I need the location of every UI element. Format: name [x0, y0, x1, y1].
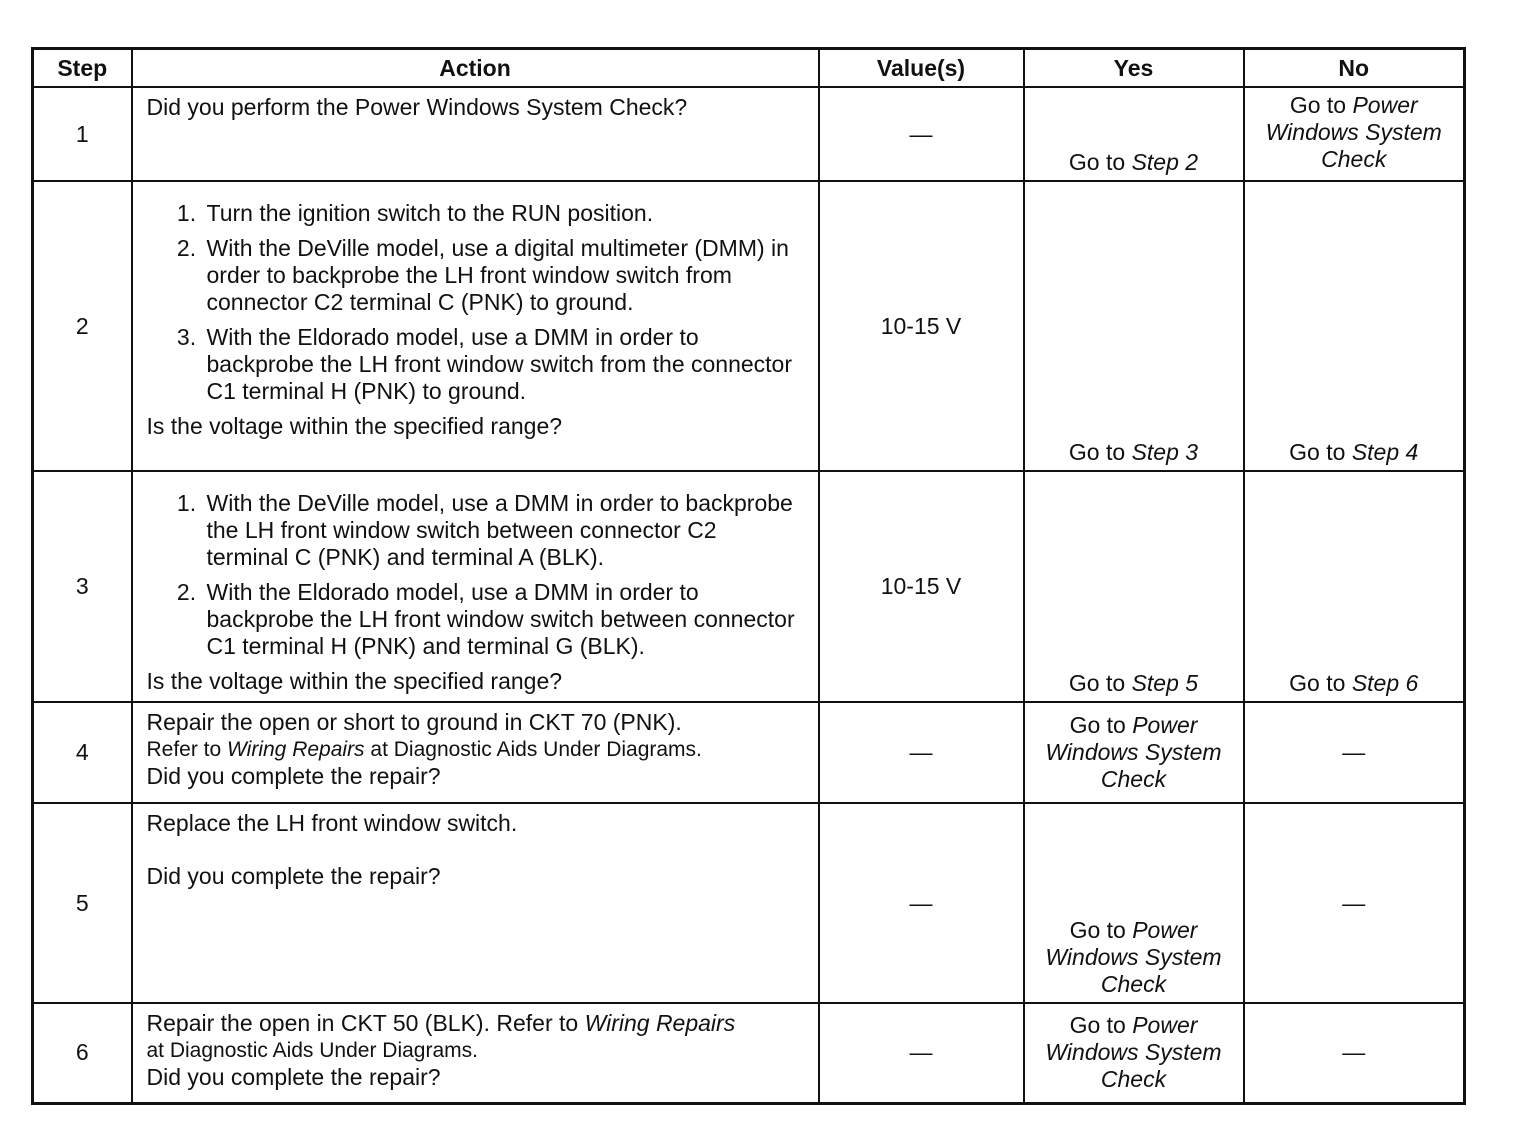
yes-cell	[1024, 181, 1244, 471]
substep-list	[147, 490, 804, 660]
yes-cell	[1024, 1003, 1244, 1103]
no-link: Step 4	[1351, 439, 1419, 465]
yes-prefix: Go to	[1069, 917, 1126, 943]
no-link: Power Windows System Check	[1265, 92, 1442, 172]
no-cell: —	[1244, 1003, 1465, 1103]
table-row	[33, 181, 1465, 471]
step-number: 3	[33, 471, 132, 702]
no-cell: —	[1244, 803, 1465, 1003]
substep-item: 1. Turn the ignition switch to the RUN position.	[203, 200, 804, 227]
action-ref-tail: at Diagnostic Aids Under Diagrams.	[146, 1039, 478, 1062]
table-row	[33, 471, 1465, 702]
action-ref-tail: at Diagnostic Aids Under Diagrams.	[370, 738, 702, 761]
action-cell	[132, 471, 819, 702]
yes-link: Step 2	[1131, 149, 1199, 175]
action-text: Repair the open in CKT 50 (BLK). Refer to	[146, 1010, 579, 1036]
header-no: No	[1244, 49, 1465, 88]
header-action: Action	[132, 49, 819, 88]
action-question: Did you complete the repair?	[146, 763, 441, 789]
no-prefix: Go to	[1289, 92, 1347, 118]
yes-prefix: Go to	[1069, 712, 1126, 738]
no-prefix: Go to	[1289, 439, 1346, 465]
action-text: Did you perform the Power Windows System Check?	[146, 94, 688, 120]
no-cell	[1244, 181, 1465, 471]
action-text: Replace the LH front window switch.	[146, 810, 518, 836]
yes-cell	[1024, 702, 1244, 803]
substep-item: 3. With the Eldorado model, use a DMM in order to backprobe the LH front window switch from the connector C1 terminal H (PNK) to ground.	[203, 324, 804, 405]
wiring-repairs-link: Wiring Repairs	[584, 1010, 736, 1036]
header-step: Step	[33, 49, 132, 88]
action-question: Is the voltage within the specified range?	[146, 413, 563, 439]
table-row	[33, 87, 1465, 181]
table-row	[33, 803, 1465, 1003]
value-cell: —	[819, 1003, 1024, 1103]
substep-list	[147, 200, 804, 405]
value-cell: —	[819, 803, 1024, 1003]
table-row	[33, 702, 1465, 803]
header-yes: Yes	[1024, 49, 1244, 88]
yes-prefix: Go to	[1068, 149, 1126, 175]
value-cell: —	[819, 87, 1024, 181]
step-number: 6	[33, 1003, 132, 1103]
step-number: 4	[33, 702, 132, 803]
no-prefix: Go to	[1289, 670, 1346, 696]
table-row	[33, 1003, 1465, 1103]
yes-cell	[1024, 803, 1244, 1003]
yes-link: Step 3	[1131, 439, 1199, 465]
yes-cell	[1024, 471, 1244, 702]
action-text: Repair the open or short to ground in CKT 70 (PNK).	[146, 709, 682, 735]
value-cell: 10-15 V	[819, 181, 1024, 471]
yes-link: Power Windows System Check	[1045, 712, 1222, 792]
yes-cell	[1024, 87, 1244, 181]
no-link: Step 6	[1351, 670, 1419, 696]
no-cell: —	[1244, 702, 1465, 803]
action-cell	[132, 1003, 819, 1103]
no-cell	[1244, 87, 1465, 181]
action-question: Did you complete the repair?	[146, 863, 441, 889]
value-cell: 10-15 V	[819, 471, 1024, 702]
step-number: 1	[33, 87, 132, 181]
action-cell	[132, 87, 819, 181]
yes-prefix: Go to	[1068, 439, 1126, 465]
step-number: 2	[33, 181, 132, 471]
yes-link: Power Windows System Check	[1045, 1012, 1222, 1093]
yes-link: Step 5	[1131, 670, 1199, 696]
substep-item: 2. With the DeVille model, use a digital multimeter (DMM) in order to backprobe the LH front window switch from connector C2 terminal C (PNK) to ground.	[203, 235, 804, 316]
action-cell	[132, 702, 819, 803]
yes-link: Power Windows System Check	[1045, 917, 1222, 997]
action-question: Is the voltage within the specified range?	[146, 668, 563, 694]
header-row	[33, 49, 1465, 88]
header-values: Value(s)	[819, 49, 1024, 88]
no-cell	[1244, 471, 1465, 702]
step-number: 5	[33, 803, 132, 1003]
action-cell	[132, 181, 819, 471]
value-cell: —	[819, 702, 1024, 803]
action-question: Did you complete the repair?	[146, 1064, 441, 1090]
substep-item: 1. With the DeVille model, use a DMM in order to backprobe the LH front window switch between connector C2 terminal C (PNK) and terminal A (BLK).	[203, 490, 804, 571]
yes-prefix: Go to	[1069, 1012, 1126, 1039]
action-cell	[132, 803, 819, 1003]
diagnostic-table	[31, 47, 1466, 1105]
yes-prefix: Go to	[1068, 670, 1126, 696]
wiring-repairs-link: Wiring Repairs	[227, 738, 365, 761]
action-refer: Refer to	[146, 738, 222, 761]
substep-item: 2. With the Eldorado model, use a DMM in order to backprobe the LH front window switch between connector C1 terminal H (PNK) and terminal G (BLK).	[203, 579, 804, 660]
